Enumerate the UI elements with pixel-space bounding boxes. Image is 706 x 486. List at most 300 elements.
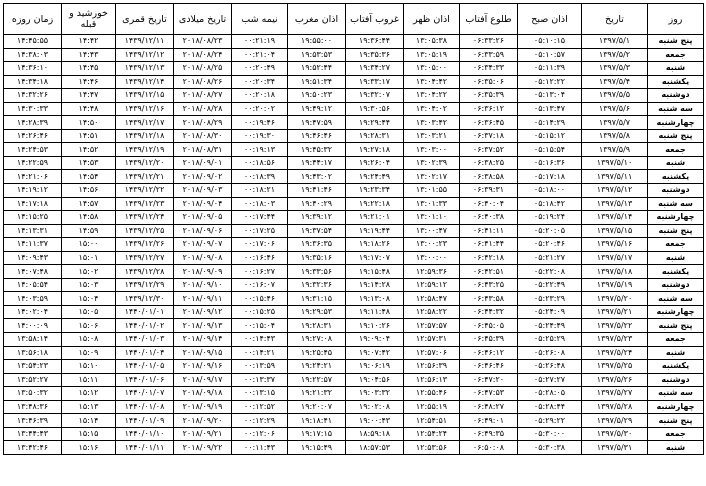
cell-date: ۱۳۹۷/۵/۲۰ <box>582 292 648 306</box>
cell-date: ۱۳۹۷/۵/۲۲ <box>582 319 648 333</box>
cell-sunset: ۱۹:۰۹:۰۴ <box>346 333 404 347</box>
cell-fajr-azan: ۰۵:۲۲:۴۹ <box>518 278 582 292</box>
cell-fajr-azan: ۰۵:۱۳:۰۴ <box>518 89 582 103</box>
cell-midnight: ۰۰:۱۹:۳۰ <box>232 129 288 143</box>
cell-day: پنج شنبه <box>648 129 704 143</box>
cell-lunar-date: ۱۴۳۹/۱۲/۱۸ <box>116 129 174 143</box>
cell-fajr-azan: ۰۵:۲۷:۲۷ <box>518 373 582 387</box>
cell-maghrib-azan: ۱۹:۳۹:۱۲ <box>288 211 346 225</box>
table-row <box>4 116 704 130</box>
cell-sunrise: ۰۶:۴۶:۱۲ <box>460 346 518 360</box>
cell-sunrise: ۰۶:۳۶:۴۵ <box>460 116 518 130</box>
cell-date: ۱۳۹۷/۵/۱۸ <box>582 265 648 279</box>
cell-fasting-time: ۱۴:۰۹:۴۳ <box>4 251 62 265</box>
table-body <box>4 35 704 455</box>
cell-sun-qibla: ۱۵:۰۶ <box>62 319 116 333</box>
cell-lunar-date: ۱۴۳۹/۱۲/۲۲ <box>116 184 174 198</box>
cell-fasting-time: ۱۴:۱۵:۲۵ <box>4 211 62 225</box>
cell-fajr-azan: ۰۵:۲۱:۲۷ <box>518 251 582 265</box>
cell-midnight: ۰۰:۱۴:۲۱ <box>232 346 288 360</box>
cell-maghrib-azan: ۱۹:۴۹:۱۲ <box>288 102 346 116</box>
cell-date: ۱۳۹۷/۵/۲۹ <box>582 414 648 428</box>
cell-gregorian-date: ۲۰۱۸/۰۸/۲۹ <box>174 116 232 130</box>
cell-sunrise: ۰۶:۳۷:۵۲ <box>460 143 518 157</box>
cell-sunrise: ۰۶:۳۵:۰۶ <box>460 75 518 89</box>
cell-gregorian-date: ۲۰۱۸/۰۹/۰۸ <box>174 251 232 265</box>
cell-gregorian-date: ۲۰۱۸/۰۹/۱۷ <box>174 373 232 387</box>
cell-sunset: ۱۹:۲۲:۱۸ <box>346 197 404 211</box>
cell-day: یکشنبه <box>648 265 704 279</box>
cell-gregorian-date: ۲۰۱۸/۰۹/۱۶ <box>174 360 232 374</box>
table-row <box>4 265 704 279</box>
cell-sunrise: ۰۶:۴۲:۱۸ <box>460 251 518 265</box>
cell-sunset: ۱۹:۰۰:۴۳ <box>346 414 404 428</box>
cell-fasting-time: ۱۳:۵۲:۲۷ <box>4 373 62 387</box>
cell-date: ۱۳۹۷/۵/۲۴ <box>582 346 648 360</box>
cell-midnight: ۰۰:۱۵:۰۴ <box>232 319 288 333</box>
cell-fasting-time: ۱۴:۲۶:۴۶ <box>4 129 62 143</box>
cell-sunset: ۱۹:۳۵:۳۶ <box>346 48 404 62</box>
cell-lunar-date: ۱۴۳۹/۱۲/۱۴ <box>116 75 174 89</box>
cell-day: یکشنبه <box>648 170 704 184</box>
cell-day: شنبه <box>648 441 704 455</box>
cell-fasting-time: ۱۴:۴۵:۵۵ <box>4 35 62 49</box>
cell-gregorian-date: ۲۰۱۸/۰۹/۱۸ <box>174 387 232 401</box>
cell-maghrib-azan: ۱۹:۳۷:۵۴ <box>288 224 346 238</box>
cell-maghrib-azan: ۱۹:۵۲:۴۴ <box>288 62 346 76</box>
table-row <box>4 211 704 225</box>
table-row <box>4 238 704 252</box>
cell-fasting-time: ۱۴:۰۷:۴۸ <box>4 265 62 279</box>
cell-sunrise: ۰۶:۳۸:۲۵ <box>460 156 518 170</box>
cell-sun-qibla: ۱۵:۱۲ <box>62 387 116 401</box>
cell-day: چهارشنبه <box>648 400 704 414</box>
cell-midnight: ۰۰:۱۸:۳۹ <box>232 170 288 184</box>
cell-sun-qibla: ۱۵:۰۹ <box>62 346 116 360</box>
column-header-day: روز <box>648 4 704 35</box>
cell-fasting-time: ۱۴:۱۳:۳۱ <box>4 224 62 238</box>
cell-dhuhr-azan: ۱۳:۰۰:۰۰ <box>404 251 460 265</box>
cell-maghrib-azan: ۱۹:۱۷:۱۵ <box>288 427 346 441</box>
cell-midnight: ۰۰:۲۰:۰۲ <box>232 102 288 116</box>
cell-date: ۱۳۹۷/۵/۳ <box>582 62 648 76</box>
cell-lunar-date: ۱۴۴۰/۰۱/۰۶ <box>116 373 174 387</box>
cell-gregorian-date: ۲۰۱۸/۰۸/۲۸ <box>174 102 232 116</box>
cell-day: شنبه <box>648 251 704 265</box>
cell-dhuhr-azan: ۱۳:۰۱:۵۵ <box>404 184 460 198</box>
cell-sun-qibla: ۱۴:۵۱ <box>62 129 116 143</box>
cell-maghrib-azan: ۱۹:۵۵:۰۰ <box>288 35 346 49</box>
table-row <box>4 197 704 211</box>
cell-gregorian-date: ۲۰۱۸/۰۸/۳۱ <box>174 143 232 157</box>
table-row <box>4 62 704 76</box>
cell-fajr-azan: ۰۵:۱۵:۱۲ <box>518 129 582 143</box>
cell-day: شنبه <box>648 156 704 170</box>
cell-fajr-azan: ۰۵:۱۷:۱۸ <box>518 170 582 184</box>
cell-maghrib-azan: ۱۹:۴۴:۱۷ <box>288 156 346 170</box>
column-header-midnight: نیمه شب <box>232 4 288 35</box>
cell-dhuhr-azan: ۱۳:۰۵:۰۰ <box>404 62 460 76</box>
cell-day: یکشنبه <box>648 360 704 374</box>
cell-fasting-time: ۱۳:۵۴:۲۳ <box>4 360 62 374</box>
cell-sunrise: ۰۶:۴۷:۲۰ <box>460 373 518 387</box>
cell-lunar-date: ۱۴۳۹/۱۲/۱۶ <box>116 102 174 116</box>
cell-fajr-azan: ۰۵:۲۵:۲۹ <box>518 333 582 347</box>
cell-lunar-date: ۱۴۳۹/۱۲/۲۶ <box>116 238 174 252</box>
cell-fajr-azan: ۰۵:۲۴:۴۹ <box>518 319 582 333</box>
cell-day: جمعه <box>648 143 704 157</box>
cell-date: ۱۳۹۷/۵/۱۹ <box>582 278 648 292</box>
cell-dhuhr-azan: ۱۲:۵۶:۱۳ <box>404 373 460 387</box>
cell-sunset: ۱۹:۰۷:۴۲ <box>346 346 404 360</box>
cell-sunset: ۱۹:۰۲:۰۸ <box>346 400 404 414</box>
cell-date: ۱۳۹۷/۵/۱۲ <box>582 184 648 198</box>
cell-dhuhr-azan: ۱۳:۰۱:۳۳ <box>404 197 460 211</box>
cell-lunar-date: ۱۴۳۹/۱۲/۲۴ <box>116 211 174 225</box>
cell-sun-qibla: ۱۵:۱۱ <box>62 373 116 387</box>
cell-midnight: ۰۰:۱۶:۴۶ <box>232 251 288 265</box>
cell-fasting-time: ۱۴:۱۱:۳۷ <box>4 238 62 252</box>
cell-dhuhr-azan: ۱۲:۵۴:۲۴ <box>404 427 460 441</box>
cell-gregorian-date: ۲۰۱۸/۰۹/۱۰ <box>174 278 232 292</box>
cell-lunar-date: ۱۴۳۹/۱۲/۲۸ <box>116 265 174 279</box>
cell-gregorian-date: ۲۰۱۸/۰۸/۲۴ <box>174 48 232 62</box>
cell-sunset: ۱۹:۰۶:۱۹ <box>346 360 404 374</box>
cell-lunar-date: ۱۴۳۹/۱۲/۲۱ <box>116 170 174 184</box>
cell-fasting-time: ۱۴:۳۰:۳۳ <box>4 102 62 116</box>
cell-lunar-date: ۱۴۳۹/۱۲/۳۰ <box>116 292 174 306</box>
cell-lunar-date: ۱۴۴۰/۰۱/۰۸ <box>116 400 174 414</box>
table-row <box>4 170 704 184</box>
cell-date: ۱۳۹۷/۵/۳۰ <box>582 427 648 441</box>
cell-date: ۱۳۹۷/۵/۵ <box>582 89 648 103</box>
cell-sunset: ۱۹:۱۹:۴۴ <box>346 224 404 238</box>
cell-date: ۱۳۹۷/۵/۲۱ <box>582 305 648 319</box>
cell-fajr-azan: ۰۵:۲۸:۴۴ <box>518 400 582 414</box>
table-row <box>4 102 704 116</box>
cell-date: ۱۳۹۷/۵/۲ <box>582 48 648 62</box>
cell-date: ۱۳۹۷/۵/۲۵ <box>582 360 648 374</box>
cell-midnight: ۰۰:۱۸:۵۶ <box>232 156 288 170</box>
cell-sun-qibla: ۱۵:۱۶ <box>62 441 116 455</box>
cell-lunar-date: ۱۴۴۰/۰۱/۰۳ <box>116 333 174 347</box>
cell-day: پنج شنبه <box>648 414 704 428</box>
cell-lunar-date: ۱۴۴۰/۰۱/۰۲ <box>116 319 174 333</box>
cell-sunrise: ۰۶:۴۹:۳۵ <box>460 427 518 441</box>
cell-maghrib-azan: ۱۹:۲۱:۳۲ <box>288 387 346 401</box>
cell-sun-qibla: ۱۴:۴۳ <box>62 48 116 62</box>
cell-sunset: ۱۹:۲۴:۴۹ <box>346 170 404 184</box>
table-header-row <box>4 4 704 35</box>
cell-sunrise: ۰۶:۴۳:۲۵ <box>460 278 518 292</box>
cell-gregorian-date: ۲۰۱۸/۰۹/۰۴ <box>174 197 232 211</box>
cell-dhuhr-azan: ۱۳:۰۱:۱۰ <box>404 211 460 225</box>
cell-sunrise: ۰۶:۳۸:۵۸ <box>460 170 518 184</box>
column-header-fajr-azan: اذان صبح <box>518 4 582 35</box>
cell-gregorian-date: ۲۰۱۸/۰۹/۲۱ <box>174 427 232 441</box>
cell-maghrib-azan: ۱۹:۲۷:۰۸ <box>288 333 346 347</box>
cell-sunset: ۱۹:۳۲:۰۷ <box>346 89 404 103</box>
cell-dhuhr-azan: ۱۲:۵۹:۳۶ <box>404 265 460 279</box>
cell-sun-qibla: ۱۵:۰۳ <box>62 278 116 292</box>
cell-sun-qibla: ۱۴:۴۶ <box>62 75 116 89</box>
cell-dhuhr-azan: ۱۲:۵۸:۲۲ <box>404 305 460 319</box>
cell-lunar-date: ۱۴۳۹/۱۲/۱۵ <box>116 89 174 103</box>
cell-sun-qibla: ۱۴:۵۴ <box>62 170 116 184</box>
cell-date: ۱۳۹۷/۵/۱۱ <box>582 170 648 184</box>
table-row <box>4 184 704 198</box>
cell-gregorian-date: ۲۰۱۸/۰۸/۲۷ <box>174 89 232 103</box>
cell-day: پنج شنبه <box>648 319 704 333</box>
cell-date: ۱۳۹۷/۵/۶ <box>582 102 648 116</box>
table-row <box>4 305 704 319</box>
cell-sunrise: ۰۶:۴۲:۵۱ <box>460 265 518 279</box>
table-row <box>4 427 704 441</box>
cell-lunar-date: ۱۴۳۹/۱۲/۱۱ <box>116 35 174 49</box>
cell-sunrise: ۰۶:۴۹:۰۱ <box>460 414 518 428</box>
column-header-date: تاریخ <box>582 4 648 35</box>
cell-maghrib-azan: ۱۹:۱۸:۴۱ <box>288 414 346 428</box>
cell-gregorian-date: ۲۰۱۸/۰۹/۰۷ <box>174 238 232 252</box>
cell-sun-qibla: ۱۴:۴۵ <box>62 62 116 76</box>
cell-date: ۱۳۹۷/۵/۸ <box>582 129 648 143</box>
cell-fasting-time: ۱۴:۰۲:۰۴ <box>4 305 62 319</box>
cell-sun-qibla: ۱۵:۱۰ <box>62 360 116 374</box>
cell-fajr-azan: ۰۵:۱۴:۲۹ <box>518 116 582 130</box>
cell-dhuhr-azan: ۱۳:۰۰:۴۷ <box>404 224 460 238</box>
cell-dhuhr-azan: ۱۳:۰۰:۲۳ <box>404 238 460 252</box>
cell-fajr-azan: ۰۵:۲۶:۴۸ <box>518 360 582 374</box>
cell-day: یکشنبه <box>648 75 704 89</box>
cell-gregorian-date: ۲۰۱۸/۰۹/۱۵ <box>174 346 232 360</box>
cell-maghrib-azan: ۱۹:۲۸:۳۱ <box>288 319 346 333</box>
cell-sunset: ۱۹:۲۹:۴۴ <box>346 116 404 130</box>
cell-fajr-azan: ۰۵:۳۰:۰۰ <box>518 427 582 441</box>
cell-sunrise: ۰۶:۴۴:۳۲ <box>460 305 518 319</box>
cell-date: ۱۳۹۷/۵/۱۵ <box>582 224 648 238</box>
cell-lunar-date: ۱۴۴۰/۰۱/۰۹ <box>116 414 174 428</box>
column-header-maghrib-azan: اذان مغرب <box>288 4 346 35</box>
cell-gregorian-date: ۲۰۱۸/۰۹/۱۳ <box>174 319 232 333</box>
cell-fasting-time: ۱۳:۴۸:۳۶ <box>4 400 62 414</box>
cell-day: جمعه <box>648 427 704 441</box>
cell-sunset: ۱۹:۱۵:۴۸ <box>346 265 404 279</box>
cell-dhuhr-azan: ۱۲:۵۴:۵۱ <box>404 414 460 428</box>
column-header-fasting-time: زمان روزه <box>4 4 62 35</box>
cell-lunar-date: ۱۴۴۰/۰۱/۰۵ <box>116 360 174 374</box>
cell-sunrise: ۰۶:۳۳:۵۹ <box>460 48 518 62</box>
cell-sunrise: ۰۶:۳۳:۲۶ <box>460 35 518 49</box>
cell-day: دوشنبه <box>648 373 704 387</box>
cell-maghrib-azan: ۱۹:۳۵:۱۶ <box>288 251 346 265</box>
cell-fajr-azan: ۰۵:۱۸:۴۲ <box>518 197 582 211</box>
cell-gregorian-date: ۲۰۱۸/۰۹/۱۱ <box>174 292 232 306</box>
column-header-dhuhr-azan: اذان ظهر <box>404 4 460 35</box>
cell-fajr-azan: ۰۵:۱۸:۰۰ <box>518 184 582 198</box>
cell-gregorian-date: ۲۰۱۸/۰۸/۳۰ <box>174 129 232 143</box>
cell-dhuhr-azan: ۱۳:۰۳:۲۱ <box>404 129 460 143</box>
cell-sun-qibla: ۱۴:۵۷ <box>62 197 116 211</box>
cell-sun-qibla: ۱۴:۵۹ <box>62 224 116 238</box>
table-row <box>4 48 704 62</box>
cell-maghrib-azan: ۱۹:۴۰:۲۹ <box>288 197 346 211</box>
cell-maghrib-azan: ۱۹:۵۱:۳۴ <box>288 75 346 89</box>
cell-day: سه شنبه <box>648 102 704 116</box>
cell-dhuhr-azan: ۱۲:۵۸:۴۷ <box>404 292 460 306</box>
cell-sun-qibla: ۱۵:۰۵ <box>62 305 116 319</box>
cell-date: ۱۳۹۷/۵/۴ <box>582 75 648 89</box>
cell-date: ۱۳۹۷/۵/۱۳ <box>582 197 648 211</box>
cell-midnight: ۰۰:۱۵:۴۶ <box>232 292 288 306</box>
cell-fasting-time: ۱۳:۴۲:۴۶ <box>4 441 62 455</box>
table-row <box>4 346 704 360</box>
cell-gregorian-date: ۲۰۱۸/۰۹/۱۲ <box>174 305 232 319</box>
cell-dhuhr-azan: ۱۳:۰۴:۲۲ <box>404 89 460 103</box>
cell-maghrib-azan: ۱۹:۳۲:۳۶ <box>288 278 346 292</box>
cell-maghrib-azan: ۱۹:۴۱:۴۶ <box>288 184 346 198</box>
cell-sunrise: ۰۶:۴۰:۳۸ <box>460 211 518 225</box>
cell-midnight: ۰۰:۲۱:۰۴ <box>232 48 288 62</box>
cell-fasting-time: ۱۴:۳۲:۲۶ <box>4 89 62 103</box>
cell-midnight: ۰۰:۱۶:۰۷ <box>232 278 288 292</box>
cell-fasting-time: ۱۳:۴۴:۴۳ <box>4 427 62 441</box>
cell-day: شنبه <box>648 346 704 360</box>
cell-fajr-azan: ۰۵:۱۹:۲۴ <box>518 211 582 225</box>
column-header-sunset: غروب آفتاب <box>346 4 404 35</box>
cell-gregorian-date: ۲۰۱۸/۰۹/۰۵ <box>174 211 232 225</box>
cell-fasting-time: ۱۴:۰۵:۵۴ <box>4 278 62 292</box>
cell-lunar-date: ۱۴۳۹/۱۲/۱۹ <box>116 143 174 157</box>
cell-maghrib-azan: ۱۹:۳۳:۵۶ <box>288 265 346 279</box>
cell-midnight: ۰۰:۱۷:۴۴ <box>232 211 288 225</box>
cell-fasting-time: ۱۴:۰۰:۰۹ <box>4 319 62 333</box>
cell-sunrise: ۰۶:۴۵:۳۹ <box>460 333 518 347</box>
cell-day: پنج شنبه <box>648 35 704 49</box>
cell-sunrise: ۰۶:۳۵:۳۹ <box>460 89 518 103</box>
cell-sunset: ۱۹:۱۸:۲۶ <box>346 238 404 252</box>
cell-day: دوشنبه <box>648 89 704 103</box>
cell-dhuhr-azan: ۱۲:۵۵:۱۹ <box>404 400 460 414</box>
cell-midnight: ۰۰:۲۰:۱۸ <box>232 89 288 103</box>
cell-gregorian-date: ۲۰۱۸/۰۹/۱۹ <box>174 400 232 414</box>
cell-fasting-time: ۱۴:۱۹:۱۲ <box>4 184 62 198</box>
cell-date: ۱۳۹۷/۵/۲۶ <box>582 373 648 387</box>
cell-fajr-azan: ۰۵:۲۰:۴۶ <box>518 238 582 252</box>
cell-sunset: ۱۹:۲۳:۳۴ <box>346 184 404 198</box>
cell-maghrib-azan: ۱۹:۳۱:۱۵ <box>288 292 346 306</box>
cell-sunrise: ۰۶:۴۱:۴۴ <box>460 238 518 252</box>
cell-sunset: ۱۹:۳۳:۱۷ <box>346 75 404 89</box>
table-row <box>4 251 704 265</box>
cell-day: جمعه <box>648 48 704 62</box>
cell-dhuhr-azan: ۱۳:۰۲:۱۷ <box>404 170 460 184</box>
cell-fasting-time: ۱۴:۲۴:۵۳ <box>4 143 62 157</box>
cell-lunar-date: ۱۴۴۰/۰۱/۰۴ <box>116 346 174 360</box>
cell-dhuhr-azan: ۱۳:۰۲:۳۹ <box>404 156 460 170</box>
cell-dhuhr-azan: ۱۳:۰۴:۴۲ <box>404 75 460 89</box>
cell-midnight: ۰۰:۱۹:۱۳ <box>232 143 288 157</box>
cell-sunset: ۱۹:۱۳:۰۸ <box>346 292 404 306</box>
cell-sunrise: ۰۶:۴۶:۴۶ <box>460 360 518 374</box>
table-row <box>4 414 704 428</box>
cell-sunrise: ۰۶:۴۵:۰۵ <box>460 319 518 333</box>
cell-gregorian-date: ۲۰۱۸/۰۹/۲۰ <box>174 414 232 428</box>
cell-sunset: ۱۹:۱۰:۲۶ <box>346 319 404 333</box>
cell-sun-qibla: ۱۵:۰۴ <box>62 292 116 306</box>
cell-maghrib-azan: ۱۹:۴۶:۴۶ <box>288 129 346 143</box>
cell-maghrib-azan: ۱۹:۳۶:۳۵ <box>288 238 346 252</box>
cell-maghrib-azan: ۱۹:۵۳:۵۳ <box>288 48 346 62</box>
cell-gregorian-date: ۲۰۱۸/۰۹/۲۲ <box>174 441 232 455</box>
cell-maghrib-azan: ۱۹:۴۵:۳۲ <box>288 143 346 157</box>
cell-day: چهارشنبه <box>648 305 704 319</box>
cell-midnight: ۰۰:۱۶:۲۷ <box>232 265 288 279</box>
cell-midnight: ۰۰:۱۳:۱۵ <box>232 387 288 401</box>
cell-midnight: ۰۰:۱۴:۴۳ <box>232 333 288 347</box>
cell-fasting-time: ۱۴:۳۶:۱۰ <box>4 62 62 76</box>
table-row <box>4 89 704 103</box>
cell-sunrise: ۰۶:۴۷:۵۳ <box>460 387 518 401</box>
cell-fasting-time: ۱۴:۳۸:۰۳ <box>4 48 62 62</box>
cell-dhuhr-azan: ۱۳:۰۳:۰۰ <box>404 143 460 157</box>
cell-sunset: ۱۸:۵۹:۱۸ <box>346 427 404 441</box>
cell-lunar-date: ۱۴۴۰/۰۱/۱۰ <box>116 427 174 441</box>
cell-midnight: ۰۰:۱۸:۰۳ <box>232 197 288 211</box>
cell-dhuhr-azan: ۱۲:۵۷:۳۱ <box>404 333 460 347</box>
cell-date: ۱۳۹۷/۵/۱۶ <box>582 238 648 252</box>
cell-gregorian-date: ۲۰۱۸/۰۸/۲۳ <box>174 35 232 49</box>
cell-lunar-date: ۱۴۳۹/۱۲/۱۷ <box>116 116 174 130</box>
cell-sunset: ۱۹:۲۷:۱۸ <box>346 143 404 157</box>
cell-gregorian-date: ۲۰۱۸/۰۹/۱۴ <box>174 333 232 347</box>
cell-fasting-time: ۱۳:۵۰:۳۲ <box>4 387 62 401</box>
cell-midnight: ۰۰:۱۱:۴۳ <box>232 441 288 455</box>
cell-gregorian-date: ۲۰۱۸/۰۹/۰۶ <box>174 224 232 238</box>
cell-maghrib-azan: ۱۹:۲۵:۴۵ <box>288 346 346 360</box>
cell-midnight: ۰۰:۱۷:۰۶ <box>232 238 288 252</box>
cell-day: چهارشنبه <box>648 116 704 130</box>
cell-date: ۱۳۹۷/۵/۱۰ <box>582 156 648 170</box>
cell-dhuhr-azan: ۱۳:۰۴:۰۲ <box>404 102 460 116</box>
cell-gregorian-date: ۲۰۱۸/۰۸/۲۵ <box>174 62 232 76</box>
cell-sunset: ۱۹:۲۶:۰۴ <box>346 156 404 170</box>
prayer-times-table-container <box>3 3 703 481</box>
cell-sun-qibla: ۱۴:۵۰ <box>62 116 116 130</box>
cell-sun-qibla: ۱۵:۰۱ <box>62 251 116 265</box>
table-row <box>4 224 704 238</box>
cell-gregorian-date: ۲۰۱۸/۰۸/۲۶ <box>174 75 232 89</box>
table-row <box>4 143 704 157</box>
cell-fajr-azan: ۰۵:۲۹:۲۲ <box>518 414 582 428</box>
cell-gregorian-date: ۲۰۱۸/۰۹/۰۹ <box>174 265 232 279</box>
cell-sun-qibla: ۱۵:۱۳ <box>62 400 116 414</box>
cell-fajr-azan: ۰۵:۲۴:۰۹ <box>518 305 582 319</box>
cell-fajr-azan: ۰۵:۲۳:۲۹ <box>518 292 582 306</box>
cell-midnight: ۰۰:۱۳:۳۷ <box>232 373 288 387</box>
cell-date: ۱۳۹۷/۵/۱ <box>582 35 648 49</box>
cell-date: ۱۳۹۷/۵/۲۳ <box>582 333 648 347</box>
cell-sunrise: ۰۶:۴۱:۱۱ <box>460 224 518 238</box>
column-header-sunrise: طلوع آفتاب <box>460 4 518 35</box>
cell-lunar-date: ۱۴۳۹/۱۲/۱۲ <box>116 48 174 62</box>
cell-sunrise: ۰۶:۴۰:۰۴ <box>460 197 518 211</box>
cell-maghrib-azan: ۱۹:۵۰:۲۳ <box>288 89 346 103</box>
cell-day: جمعه <box>648 238 704 252</box>
cell-date: ۱۳۹۷/۵/۲۷ <box>582 387 648 401</box>
cell-sun-qibla: ۱۵:۱۵ <box>62 427 116 441</box>
cell-sunrise: ۰۶:۳۴:۳۳ <box>460 62 518 76</box>
table-row <box>4 400 704 414</box>
